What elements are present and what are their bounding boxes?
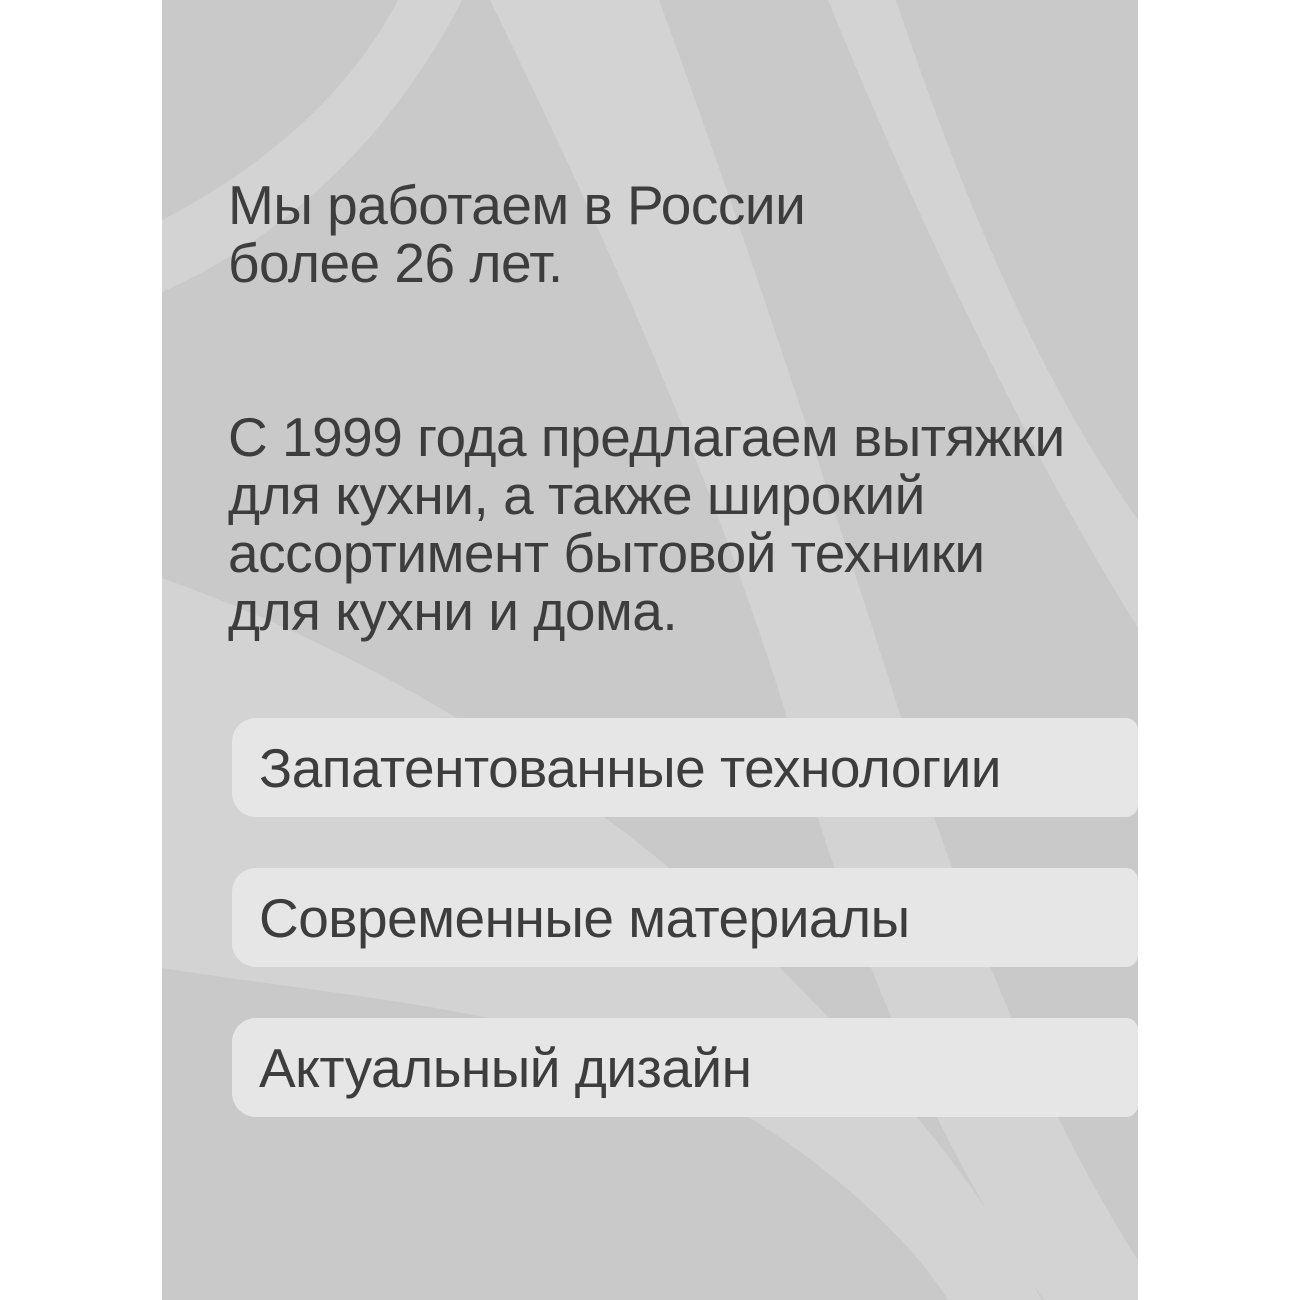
about-line-4: для кухни и дома. xyxy=(228,580,678,642)
intro-line-2: более 26 лет. xyxy=(228,232,563,294)
gray-card xyxy=(162,0,1138,1300)
about-text xyxy=(228,408,1065,640)
about-line-2: для кухни, а также широкий xyxy=(228,464,925,526)
about-line-1: С 1999 года предлагаем вытяжки xyxy=(228,406,1065,468)
feature-pill-patented-technologies xyxy=(232,718,1138,817)
feature-pill-current-design xyxy=(232,1018,1138,1117)
feature-pill-label: Современные материалы xyxy=(259,886,910,949)
intro-line-1: Мы работаем в России xyxy=(228,174,806,236)
about-line-3: ассортимент бытовой техники xyxy=(228,522,985,584)
feature-pill-label: Актуальный дизайн xyxy=(259,1036,752,1099)
intro-text xyxy=(228,176,805,292)
feature-pill-modern-materials xyxy=(232,868,1138,967)
feature-pill-label: Запатентованные технологии xyxy=(259,736,1002,799)
